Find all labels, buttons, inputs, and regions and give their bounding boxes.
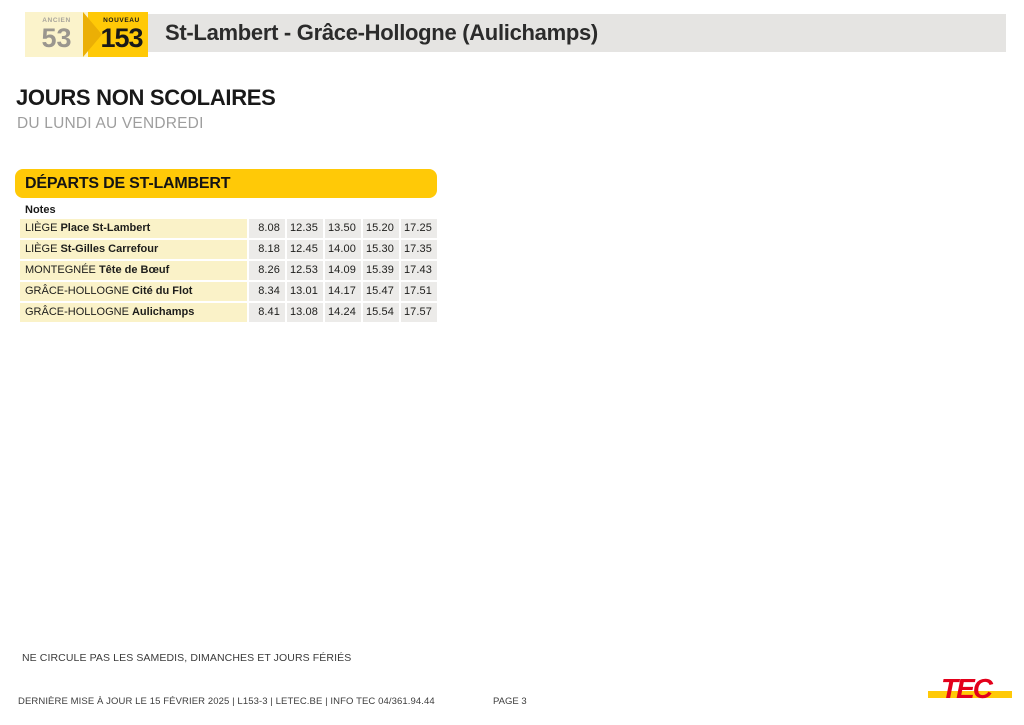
old-line-badge bbox=[25, 12, 88, 57]
old-line-label: ANCIEN bbox=[42, 17, 71, 24]
tec-logo bbox=[928, 673, 1012, 710]
table-row bbox=[20, 219, 437, 238]
time-cell: 17.57 bbox=[401, 303, 437, 322]
time-cell: 8.34 bbox=[249, 282, 285, 301]
time-cell: 17.43 bbox=[401, 261, 437, 280]
time-cell: 14.09 bbox=[325, 261, 361, 280]
table-row bbox=[20, 261, 437, 280]
route-title: St-Lambert - Grâce-Hollogne (Aulichamps) bbox=[165, 20, 598, 45]
time-cell: 12.53 bbox=[287, 261, 323, 280]
time-cell: 17.51 bbox=[401, 282, 437, 301]
time-cell: 14.24 bbox=[325, 303, 361, 322]
footer-info: DERNIÈRE MISE À JOUR LE 15 FÉVRIER 2025 | L153-3 | LETEC.BE | INFO TEC 04/361.94.44 bbox=[18, 696, 435, 707]
stop-cell bbox=[20, 282, 247, 301]
stop-city: GRÂCE-HOLLOGNE bbox=[25, 285, 132, 297]
time-cell: 13.01 bbox=[287, 282, 323, 301]
stop-name: Tête de Bœuf bbox=[98, 264, 170, 276]
stop-name: Cité du Flot bbox=[131, 285, 193, 297]
stop-city: MONTEGNÉE bbox=[25, 264, 99, 276]
table-row bbox=[20, 303, 437, 322]
time-cell: 8.41 bbox=[249, 303, 285, 322]
stop-name: St-Gilles Carrefour bbox=[60, 243, 159, 255]
timetable bbox=[20, 219, 437, 324]
time-cell: 15.30 bbox=[363, 240, 399, 259]
stop-name: Aulichamps bbox=[131, 306, 195, 318]
time-cell: 8.18 bbox=[249, 240, 285, 259]
time-cell: 17.25 bbox=[401, 219, 437, 238]
time-cell: 17.35 bbox=[401, 240, 437, 259]
table-row bbox=[20, 240, 437, 259]
logo-text: TEC bbox=[941, 673, 991, 704]
time-cell: 15.47 bbox=[363, 282, 399, 301]
stop-name: Place St-Lambert bbox=[60, 222, 151, 234]
new-line-number: 153 bbox=[100, 23, 143, 53]
stop-cell bbox=[20, 261, 247, 280]
page-number: PAGE 3 bbox=[493, 696, 527, 707]
section-subheading: DU LUNDI AU VENDREDI bbox=[17, 115, 204, 132]
table-row bbox=[20, 282, 437, 301]
time-cell: 13.50 bbox=[325, 219, 361, 238]
stop-city: LIÈGE bbox=[25, 243, 61, 255]
stop-cell bbox=[20, 303, 247, 322]
stop-city: GRÂCE-HOLLOGNE bbox=[25, 306, 132, 318]
stop-cell bbox=[20, 219, 247, 238]
time-cell: 15.20 bbox=[363, 219, 399, 238]
new-line-label: NOUVEAU bbox=[103, 17, 140, 24]
time-cell: 14.17 bbox=[325, 282, 361, 301]
service-footnote: NE CIRCULE PAS LES SAMEDIS, DIMANCHES ET JOURS FÉRIÉS bbox=[22, 652, 352, 664]
stop-cell bbox=[20, 240, 247, 259]
time-cell: 8.26 bbox=[249, 261, 285, 280]
time-cell: 12.45 bbox=[287, 240, 323, 259]
time-cell: 15.39 bbox=[363, 261, 399, 280]
notes-label: Notes bbox=[25, 204, 56, 216]
departures-banner: DÉPARTS DE ST-LAMBERT bbox=[15, 169, 437, 198]
stop-city: LIÈGE bbox=[25, 222, 61, 234]
time-cell: 12.35 bbox=[287, 219, 323, 238]
time-cell: 15.54 bbox=[363, 303, 399, 322]
time-cell: 14.00 bbox=[325, 240, 361, 259]
old-line-number: 53 bbox=[41, 23, 72, 53]
time-cell: 13.08 bbox=[287, 303, 323, 322]
section-heading: JOURS NON SCOLAIRES bbox=[16, 85, 276, 110]
time-cell: 8.08 bbox=[249, 219, 285, 238]
